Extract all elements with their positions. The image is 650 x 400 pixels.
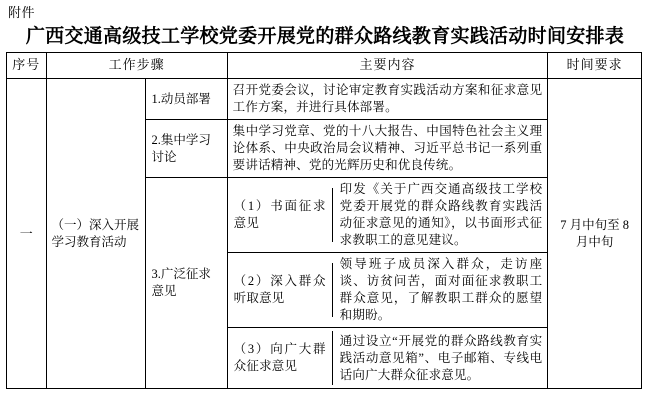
cell-main-3c — [227, 328, 548, 389]
sub-item-label: （1）书面征求意见 — [228, 188, 333, 242]
sub-item-row — [233, 331, 543, 385]
cell-sub-2: 2.集中学习讨论 — [146, 120, 227, 178]
sub-item-text: 印发《关于广西交通高级技工学校党委开展党的群众路线教育实践活动征求意见的通知》，以书面形式征求教职工的意见建议。 — [339, 182, 543, 247]
schedule-table — [6, 52, 642, 389]
header-step: 工作步骤 — [46, 53, 227, 79]
sub-item-text: 领导班子成员深入群众，走访座谈、访贫问苦，面对面征求教职工群众意见，了解教职工群众的愿望和期盼。 — [339, 257, 543, 322]
header-time: 时间要求 — [548, 53, 642, 79]
cell-sub-1: 1.动员部署 — [146, 79, 227, 120]
attachment-label: 附件 — [8, 6, 36, 21]
cell-step-1: （一）深入开展学习教育活动 — [46, 79, 146, 389]
table-row — [7, 79, 642, 120]
sub-item-row — [233, 256, 543, 324]
cell-main-1: 召开党委会议，讨论审定教育实践活动方案和征求意见工作方案，并进行具体部署。 — [227, 79, 548, 120]
header-no: 序号 — [7, 53, 47, 79]
header-main: 主要内容 — [227, 53, 548, 79]
cell-sub-3: 3.广泛征求意见 — [146, 178, 227, 389]
cell-time-1: 7 月中旬至 8 月中旬 — [548, 79, 642, 389]
sub-item-row — [233, 181, 543, 249]
cell-main-3a — [227, 178, 548, 253]
page-title: 广西交通高级技工学校党委开展党的群众路线教育实践活动时间安排表 — [25, 25, 625, 47]
table-header-row — [7, 53, 642, 79]
sub-item-label: （3）向广大群众征求意见 — [228, 331, 333, 385]
cell-main-3b — [227, 253, 548, 328]
cell-no-1: 一 — [7, 79, 47, 389]
sub-item-text: 通过设立“开展党的群众路线教育实践活动意见箱”、电子邮箱、专线电话向广大群众征求意见。 — [339, 333, 543, 382]
sub-item-label: （2）深入群众听取意见 — [228, 263, 333, 317]
cell-main-2: 集中学习党章、党的十八大报告、中国特色社会主义理论体系、中央政治局会议精神、习近平总书记一系列重要讲话精神、党的光辉历史和优良传统。 — [227, 120, 548, 178]
